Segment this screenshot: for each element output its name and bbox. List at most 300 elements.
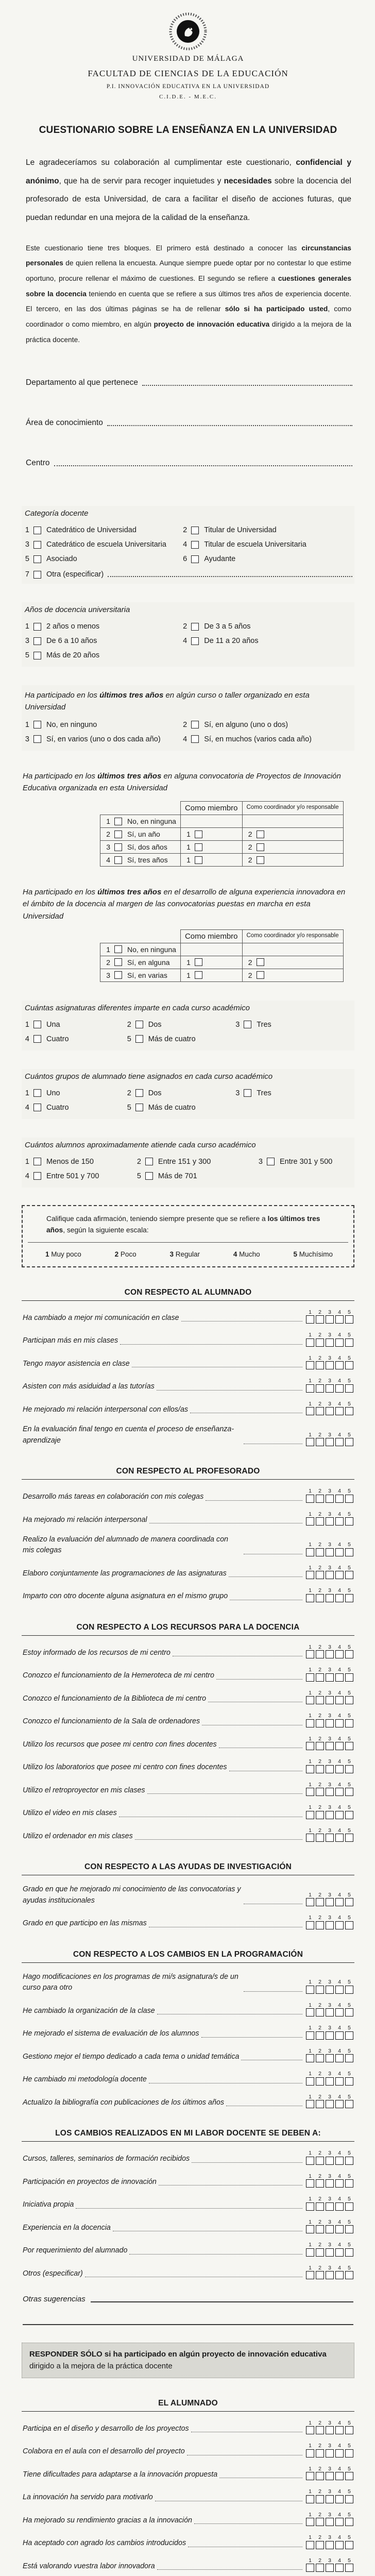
rating-checkbox[interactable] <box>306 1921 314 1929</box>
rating-checkbox[interactable] <box>306 2031 314 2040</box>
rating-checkbox[interactable] <box>335 2031 344 2040</box>
rating-row <box>23 1332 353 1347</box>
rating-checkbox[interactable] <box>306 1765 314 1773</box>
rating-checkbox[interactable] <box>345 2541 353 2549</box>
rating-checkbox[interactable] <box>345 2100 353 2108</box>
rating-checkbox[interactable] <box>326 1811 334 1819</box>
rating-number: 1 <box>309 2002 312 2008</box>
rating-number: 2 <box>318 1643 321 1650</box>
rating-checkbox[interactable] <box>326 2054 334 2062</box>
rating-checkbox[interactable] <box>326 2564 334 2572</box>
rating-checkbox[interactable] <box>306 2157 314 2165</box>
option-checkbox[interactable] <box>114 958 122 966</box>
rating-checkbox[interactable] <box>306 2271 314 2279</box>
rating-checkbox[interactable] <box>335 1361 344 1369</box>
coordinator-checkbox[interactable] <box>257 843 264 851</box>
rating-checkbox[interactable] <box>306 2564 314 2572</box>
rating-checkbox[interactable] <box>306 2100 314 2108</box>
rating-checkbox[interactable] <box>345 1742 353 1750</box>
coordinator-checkbox[interactable] <box>257 958 264 966</box>
rating-checkbox[interactable] <box>335 1834 344 1842</box>
rating-checkbox[interactable] <box>326 1921 334 1929</box>
option-checkbox[interactable] <box>114 945 122 953</box>
rating-checkbox[interactable] <box>345 2564 353 2572</box>
rating-checkbox[interactable] <box>306 2495 314 2503</box>
rating-checkbox[interactable] <box>306 1673 314 1682</box>
rating-checkbox[interactable] <box>326 2541 334 2549</box>
rating-checkbox[interactable] <box>306 2179 314 2188</box>
rating-checkbox[interactable] <box>345 1696 353 1704</box>
rating-row <box>23 1690 353 1705</box>
rating-checkbox[interactable] <box>335 1673 344 1682</box>
dotted-leader <box>241 2059 302 2060</box>
field-dotted-line[interactable] <box>107 425 352 426</box>
option-checkbox[interactable] <box>191 623 199 631</box>
rating-checkbox[interactable] <box>345 1650 353 1658</box>
rating-checkbox[interactable] <box>306 2518 314 2526</box>
rating-number: 1 <box>309 2557 312 2564</box>
option-checkbox[interactable] <box>33 637 41 645</box>
rating-checkbox[interactable] <box>335 1495 344 1503</box>
rating-checkbox[interactable] <box>316 2564 324 2572</box>
rating-checkbox[interactable] <box>345 2054 353 2062</box>
rating-checkbox[interactable] <box>335 2179 344 2188</box>
rating-number: 3 <box>328 1511 331 1517</box>
rating-checkbox[interactable] <box>316 2426 324 2434</box>
option-checkbox[interactable] <box>244 1089 251 1097</box>
coordinator-checkbox[interactable] <box>257 971 264 979</box>
rating-checkbox[interactable] <box>326 1315 334 1324</box>
rating-checkbox[interactable] <box>316 2541 324 2549</box>
rating-checkbox[interactable] <box>316 2518 324 2526</box>
rating-checkbox[interactable] <box>326 2449 334 2458</box>
coordinator-checkbox[interactable] <box>257 856 264 864</box>
rating-checkbox[interactable] <box>326 2426 334 2434</box>
rating-checkbox[interactable] <box>335 2472 344 2480</box>
rating-checkbox[interactable] <box>326 1834 334 1842</box>
rating-checkbox[interactable] <box>316 1986 324 1994</box>
rating-checkbox[interactable] <box>316 1361 324 1369</box>
rating-number: 2 <box>318 1431 321 1438</box>
rating-checkbox[interactable] <box>335 2449 344 2458</box>
rating-checkbox[interactable] <box>326 2179 334 2188</box>
member-checkbox[interactable] <box>195 958 202 966</box>
rating-checkbox[interactable] <box>306 2054 314 2062</box>
rating-number: 2 <box>318 2511 321 2518</box>
rating-checkbox[interactable] <box>335 1315 344 1324</box>
rating-checkbox[interactable] <box>335 1986 344 1994</box>
table-row <box>100 815 344 828</box>
rating-checkbox[interactable] <box>326 2472 334 2480</box>
option-checkbox[interactable] <box>191 735 199 743</box>
option-checkbox[interactable] <box>33 1021 41 1028</box>
rating-checkbox[interactable] <box>345 2031 353 2040</box>
rating-checkbox[interactable] <box>306 1898 314 1906</box>
rating-checkbox[interactable] <box>316 2157 324 2165</box>
rating-checkbox[interactable] <box>316 2271 324 2279</box>
suggestion-line[interactable] <box>91 2301 353 2302</box>
rating-checkbox[interactable] <box>335 1338 344 1347</box>
rating-checkbox[interactable] <box>326 1765 334 1773</box>
rating-checkbox[interactable] <box>345 2518 353 2526</box>
option-checkbox[interactable] <box>145 1172 153 1180</box>
rating-number: 2 <box>318 1827 321 1834</box>
uma-logo <box>169 12 207 50</box>
rating-checkbox[interactable] <box>345 2495 353 2503</box>
rating-checkbox[interactable] <box>345 2225 353 2233</box>
field-dotted-line[interactable] <box>54 465 352 466</box>
option-checkbox[interactable] <box>33 735 41 743</box>
rating-checkbox[interactable] <box>345 1921 353 1929</box>
rating-checkbox[interactable] <box>316 2248 324 2257</box>
rating-checkbox[interactable] <box>326 2518 334 2526</box>
rating-checkbox[interactable] <box>306 1315 314 1324</box>
rating-checkbox[interactable] <box>306 1811 314 1819</box>
choice-option <box>181 637 352 645</box>
rating-checkbox[interactable] <box>306 2008 314 2016</box>
rating-checkbox[interactable] <box>345 2449 353 2458</box>
rating-checkbox[interactable] <box>326 1548 334 1556</box>
rating-checkbox[interactable] <box>306 2541 314 2549</box>
rating-checkbox[interactable] <box>306 1438 314 1446</box>
rating-checkbox[interactable] <box>335 2495 344 2503</box>
rating-number: 4 <box>338 2488 341 2495</box>
rating-checkbox[interactable] <box>316 2472 324 2480</box>
rating-checkbox[interactable] <box>345 1315 353 1324</box>
rating-checkbox[interactable] <box>345 1338 353 1347</box>
member-checkbox[interactable] <box>195 831 202 838</box>
rating-checkbox[interactable] <box>345 2077 353 2086</box>
option-checkbox[interactable] <box>135 1035 143 1043</box>
option-checkbox[interactable] <box>33 1172 41 1180</box>
rating-checkbox[interactable] <box>326 1719 334 1727</box>
option-checkbox[interactable] <box>191 555 199 563</box>
rating-checkbox[interactable] <box>316 2100 324 2108</box>
rating-checkbox[interactable] <box>335 2426 344 2434</box>
rating-checkbox[interactable] <box>326 2100 334 2108</box>
rating-checkbox[interactable] <box>316 1673 324 1682</box>
rating-checkbox[interactable] <box>345 1438 353 1446</box>
rating-checkbox[interactable] <box>306 1788 314 1796</box>
rating-checkbox[interactable] <box>326 2157 334 2165</box>
option-checkbox[interactable] <box>114 971 122 979</box>
rating-number: 4 <box>338 1564 341 1571</box>
rating-checkbox[interactable] <box>326 1384 334 1393</box>
rating-checkbox[interactable] <box>335 2054 344 2062</box>
option-checkbox[interactable] <box>33 721 41 728</box>
rating-checkbox[interactable] <box>345 2271 353 2279</box>
option-checkbox[interactable] <box>191 527 199 534</box>
rating-checkbox[interactable] <box>345 1571 353 1579</box>
rating-checkbox[interactable] <box>306 1571 314 1579</box>
rating-checkbox[interactable] <box>326 1517 334 1526</box>
rating-number: 4 <box>338 1431 341 1438</box>
rating-checkbox[interactable] <box>326 2271 334 2279</box>
rating-number: 3 <box>328 2002 331 2008</box>
rating-checkbox[interactable] <box>335 2008 344 2016</box>
option-checkbox[interactable] <box>33 555 41 563</box>
option-checkbox[interactable] <box>244 1021 251 1028</box>
rating-checkbox[interactable] <box>326 1407 334 1415</box>
option-checkbox[interactable] <box>33 1089 41 1097</box>
rating-checkbox[interactable] <box>335 2225 344 2233</box>
rating-checkbox[interactable] <box>335 2564 344 2572</box>
option-checkbox[interactable] <box>33 1158 41 1165</box>
rating-checkbox[interactable] <box>326 1788 334 1796</box>
choice-option <box>24 1089 126 1097</box>
rating-number: 2 <box>318 1354 321 1361</box>
dotted-leader <box>244 1553 302 1554</box>
rating-checkbox[interactable] <box>335 2202 344 2211</box>
group-categoria-docente <box>22 506 354 584</box>
rating-number: 5 <box>348 2242 351 2248</box>
rating-checkbox[interactable] <box>306 1517 314 1526</box>
rating-checkbox[interactable] <box>316 1921 324 1929</box>
rating-checkbox[interactable] <box>345 2426 353 2434</box>
option-checkbox[interactable] <box>33 652 41 659</box>
option-checkbox[interactable] <box>33 1035 41 1043</box>
rating-checkbox[interactable] <box>316 1788 324 1796</box>
rating-checkbox[interactable] <box>345 1811 353 1819</box>
rating-checkbox[interactable] <box>316 1517 324 1526</box>
option-checkbox[interactable] <box>33 527 41 534</box>
rating-checkbox[interactable] <box>345 1898 353 1906</box>
rating-checkbox[interactable] <box>345 2248 353 2257</box>
option-checkbox[interactable] <box>191 721 199 728</box>
option-checkbox[interactable] <box>33 541 41 549</box>
rating-checkbox[interactable] <box>316 1719 324 1727</box>
rating-number: 4 <box>338 2093 341 2100</box>
rating-checkbox[interactable] <box>335 1438 344 1446</box>
rating-checkbox[interactable] <box>345 1788 353 1796</box>
rating-number: 2 <box>318 1587 321 1594</box>
rating-checkbox[interactable] <box>326 1338 334 1347</box>
rating-checkbox[interactable] <box>306 1495 314 1503</box>
rating-checkbox[interactable] <box>335 1811 344 1819</box>
rating-checkbox[interactable] <box>335 1921 344 1929</box>
rating-number: 3 <box>328 1713 331 1719</box>
member-checkbox[interactable] <box>195 843 202 851</box>
rating-checkbox[interactable] <box>335 1742 344 1750</box>
rating-checkbox[interactable] <box>345 2202 353 2211</box>
option-label: Cuatro <box>46 1103 69 1112</box>
question-text-segment: últimos tres años <box>99 691 164 700</box>
statement-label: Participación en proyectos de innovación <box>23 2177 157 2186</box>
rating-checkbox[interactable] <box>306 2449 314 2458</box>
rating-checkbox[interactable] <box>345 1719 353 1727</box>
rating-checkbox[interactable] <box>316 1438 324 1446</box>
rating-checkbox[interactable] <box>316 1338 324 1347</box>
rating-checkbox[interactable] <box>335 1384 344 1393</box>
rating-checkbox[interactable] <box>316 2031 324 2040</box>
instruction-text-segment: , según la siguiente escala: <box>63 1226 149 1234</box>
option-checkbox[interactable] <box>114 843 122 851</box>
rating-checkbox[interactable] <box>335 1548 344 1556</box>
suggestion-line[interactable] <box>23 2303 353 2325</box>
rating-checkbox[interactable] <box>306 1742 314 1750</box>
rating-checkbox[interactable] <box>335 1788 344 1796</box>
rating-checkbox[interactable] <box>326 1594 334 1602</box>
rating-checkbox[interactable] <box>345 1384 353 1393</box>
rating-checkbox[interactable] <box>306 2472 314 2480</box>
rating-checkbox[interactable] <box>345 1407 353 1415</box>
rating-checkbox[interactable] <box>306 1719 314 1727</box>
rating-checkbox[interactable] <box>326 1742 334 1750</box>
rating-checkbox[interactable] <box>316 1742 324 1750</box>
rating-checkbox[interactable] <box>326 2077 334 2086</box>
option-checkbox[interactable] <box>135 1089 143 1097</box>
field-dotted-line[interactable] <box>142 384 352 386</box>
rating-checkbox[interactable] <box>335 2157 344 2165</box>
rating-checkbox[interactable] <box>345 1986 353 1994</box>
rating-checkbox[interactable] <box>335 1594 344 1602</box>
specify-dotted-line[interactable] <box>108 575 352 577</box>
rating-checkbox[interactable] <box>306 1594 314 1602</box>
rating-checkbox[interactable] <box>316 1898 324 1906</box>
rating-checkbox[interactable] <box>326 2202 334 2211</box>
rating-checkbox[interactable] <box>345 2472 353 2480</box>
rating-checkbox[interactable] <box>345 2179 353 2188</box>
rating-checkbox[interactable] <box>306 2077 314 2086</box>
rating-checkbox[interactable] <box>345 1673 353 1682</box>
rating-checkbox[interactable] <box>306 1361 314 1369</box>
rating-checkbox[interactable] <box>345 2008 353 2016</box>
rating-checkbox[interactable] <box>316 1765 324 1773</box>
rating-checkbox[interactable] <box>306 2248 314 2257</box>
option-checkbox[interactable] <box>33 571 41 579</box>
rating-checkbox[interactable] <box>326 1986 334 1994</box>
rating-checkbox[interactable] <box>345 1495 353 1503</box>
rating-checkbox[interactable] <box>316 1495 324 1503</box>
rating-checkbox[interactable] <box>316 2008 324 2016</box>
rating-checkbox[interactable] <box>326 1495 334 1503</box>
rating-checkbox[interactable] <box>316 1571 324 1579</box>
rating-checkbox[interactable] <box>316 2495 324 2503</box>
rating-checkbox[interactable] <box>316 2225 324 2233</box>
rating-checkbox[interactable] <box>345 1765 353 1773</box>
rating-checkbox[interactable] <box>326 1673 334 1682</box>
rating-number: 1 <box>309 1587 312 1594</box>
rating-checkbox[interactable] <box>316 1548 324 1556</box>
rating-number: 3 <box>328 1431 331 1438</box>
rating-checkbox[interactable] <box>335 2541 344 2549</box>
rating-checkbox[interactable] <box>306 1548 314 1556</box>
rating-checkbox[interactable] <box>335 1517 344 1526</box>
member-checkbox[interactable] <box>195 856 202 864</box>
rating-checkbox[interactable] <box>316 1650 324 1658</box>
rating-checkbox[interactable] <box>326 2031 334 2040</box>
rating-checkbox[interactable] <box>306 2426 314 2434</box>
rating-checkbox[interactable] <box>326 1438 334 1446</box>
section-title: CON RESPECTO A LOS CAMBIOS EN LA PROGRAMACIÓN <box>22 1950 354 1963</box>
option-checkbox[interactable] <box>135 1104 143 1111</box>
rating-checkbox[interactable] <box>316 2202 324 2211</box>
rating-checkbox[interactable] <box>345 1548 353 1556</box>
rating-checkbox[interactable] <box>335 2077 344 2086</box>
option-checkbox[interactable] <box>114 856 122 864</box>
rating-checkbox[interactable] <box>316 1407 324 1415</box>
rating-checkbox[interactable] <box>306 1338 314 1347</box>
rating-checkbox[interactable] <box>326 1361 334 1369</box>
rating-checkbox[interactable] <box>316 1811 324 1819</box>
rating-checkbox[interactable] <box>326 1898 334 1906</box>
rating-checkbox[interactable] <box>306 1650 314 1658</box>
option-checkbox[interactable] <box>114 818 122 825</box>
rating-checkbox[interactable] <box>326 2008 334 2016</box>
option-checkbox[interactable] <box>33 1104 41 1111</box>
option-checkbox[interactable] <box>145 1158 153 1165</box>
rating-checkbox[interactable] <box>306 1696 314 1704</box>
option-checkbox[interactable] <box>267 1158 275 1165</box>
rating-checkbox[interactable] <box>316 1594 324 1602</box>
rating-checkbox[interactable] <box>335 1898 344 1906</box>
rating-checkbox[interactable] <box>306 1384 314 1393</box>
option-checkbox[interactable] <box>191 541 199 549</box>
rating-checkbox[interactable] <box>316 2077 324 2086</box>
option-checkbox[interactable] <box>33 623 41 631</box>
rating-checkbox[interactable] <box>316 1834 324 1842</box>
rating-checkbox[interactable] <box>306 1986 314 1994</box>
rating-checkbox[interactable] <box>335 2248 344 2257</box>
table-header-coordinator: Como coordinador y/o responsable <box>242 802 343 815</box>
rating-checkbox[interactable] <box>345 1361 353 1369</box>
rating-checkbox[interactable] <box>335 2271 344 2279</box>
rating-checkbox[interactable] <box>326 1650 334 1658</box>
rating-checkbox[interactable] <box>345 1594 353 1602</box>
member-checkbox[interactable] <box>195 971 202 979</box>
option-checkbox[interactable] <box>135 1021 143 1028</box>
statement-label: Estoy informado de los recursos de mi centro <box>23 1648 171 1657</box>
rating-number: 1 <box>309 1667 312 1673</box>
rating-checkbox[interactable] <box>316 2179 324 2188</box>
rating-checkbox[interactable] <box>306 1834 314 1842</box>
member-number: 1 <box>186 843 191 852</box>
rating-checkbox[interactable] <box>335 1719 344 1727</box>
rating-checkbox[interactable] <box>345 2157 353 2165</box>
rating-checkbox[interactable] <box>335 2518 344 2526</box>
rating-checkbox[interactable] <box>345 1517 353 1526</box>
rating-checkbox[interactable] <box>345 1834 353 1842</box>
rating-checkbox[interactable] <box>335 1696 344 1704</box>
coordinator-checkbox[interactable] <box>257 831 264 838</box>
option-checkbox[interactable] <box>191 637 199 645</box>
rating-checkbox[interactable] <box>326 2225 334 2233</box>
rating-checkbox[interactable] <box>306 1407 314 1415</box>
rating-checkbox[interactable] <box>335 1650 344 1658</box>
rating-checkbox[interactable] <box>335 1407 344 1415</box>
dotted-leader <box>192 2162 302 2163</box>
rating-checkbox[interactable] <box>326 1571 334 1579</box>
rating-checkbox[interactable] <box>316 1384 324 1393</box>
member-number: 1 <box>186 971 191 979</box>
option-checkbox[interactable] <box>114 831 122 838</box>
rating-checkbox[interactable] <box>335 1571 344 1579</box>
rating-checkbox[interactable] <box>326 2495 334 2503</box>
rating-checkbox[interactable] <box>316 2054 324 2062</box>
rating-checkbox[interactable] <box>316 1696 324 1704</box>
rating-number: 4 <box>338 1914 341 1921</box>
rating-checkbox[interactable] <box>316 2449 324 2458</box>
rating-checkbox[interactable] <box>306 2202 314 2211</box>
rating-checkbox[interactable] <box>335 1765 344 1773</box>
rating-checkbox[interactable] <box>316 1315 324 1324</box>
option-number: 3 <box>25 735 29 743</box>
rating-checkbox[interactable] <box>326 2248 334 2257</box>
option-label: De 6 a 10 años <box>46 637 97 646</box>
rating-checkbox[interactable] <box>335 2100 344 2108</box>
rating-checkbox[interactable] <box>306 2225 314 2233</box>
rating-checkbox[interactable] <box>326 1696 334 1704</box>
